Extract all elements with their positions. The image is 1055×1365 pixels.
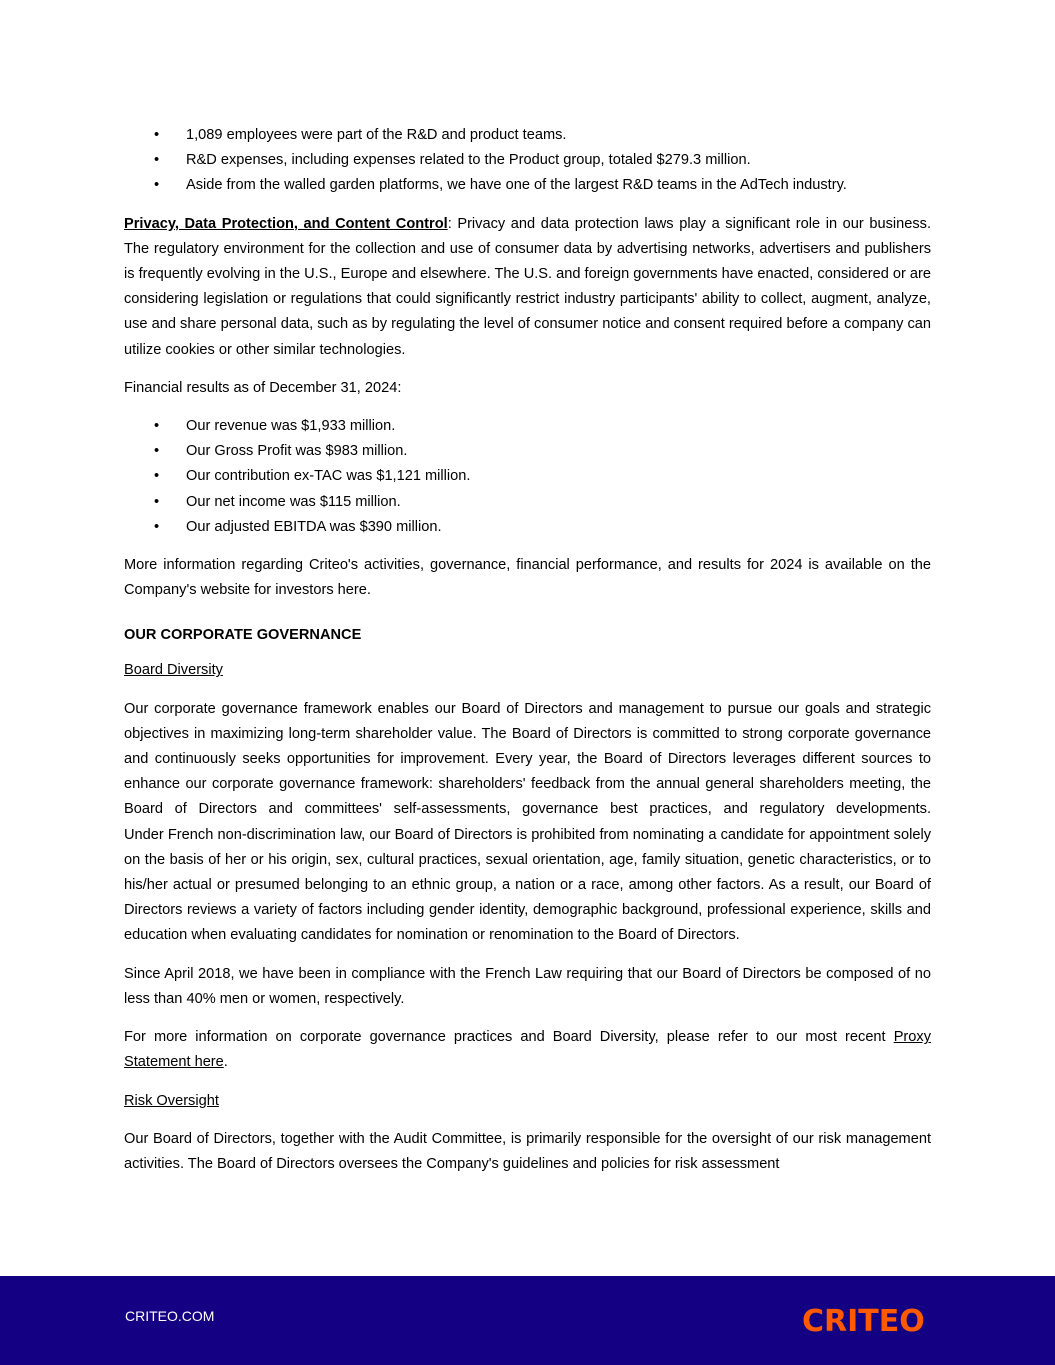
rd-bullet-list [124, 123, 931, 199]
privacy-heading: Privacy, Data Protection, and Content Control [124, 215, 448, 232]
list-item: • Our adjusted EBITDA was $390 million. [124, 515, 931, 540]
footer [0, 1276, 1055, 1365]
governance-paragraph: Our corporate governance framework enables our Board of Directors and management to pursue our goals and strategic objectives in maximizing long-term shareholder value. The Board of Directors is committed to strong corporate governance and continuously seeks opportunities for improvement. Every year, the Board of Directors leverages different sources to enhance our corporate governance framework: shareholders' feedback from the annual general shareholders meeting, the Board of Directors and committees' self-assessments, governance best practices, and regulatory developments. [124, 700, 931, 818]
proxy-paragraph [124, 1025, 931, 1075]
non-discrimination-paragraph: Under French non-discrimination law, our Board of Directors is prohibited from nominating a candidate for appointment solely on the basis of her or his origin, sex, cultural practices, sexual orientation, age, family situation, genetic characteristics, or to his/her actual or presumed belonging to an ethnic group, a nation or a race, among other factors. As a result, our Board of Directors reviews a variety of factors including gender identity, demographic background, professional experience, skills and education when evaluating candidates for nomination or renomination to the Board of Directors. [124, 826, 931, 944]
more-info-paragraph: More information regarding Criteo's activities, governance, financial performance, and results for 2024 is available on the Company's website for investors here. [124, 557, 931, 599]
board-diversity-heading: Board Diversity [124, 662, 223, 679]
list-item: • Our revenue was $1,933 million. [124, 414, 931, 439]
footer-url[interactable]: CRITEO.COM [125, 1308, 215, 1324]
compliance-paragraph: Since April 2018, we have been in compliance with the French Law requiring that our Board of Directors be composed of no less than 40% men or women, respectively. [124, 965, 931, 1007]
criteo-logo: CRITEO [802, 1304, 925, 1339]
financial-bullet-list [124, 414, 931, 540]
proxy-text: For more information on corporate governance practices and Board Diversity, please refer to our most recent [124, 1029, 894, 1046]
privacy-paragraph [124, 212, 931, 363]
document-body [124, 123, 931, 1190]
list-item: • Our contribution ex-TAC was $1,121 million. [124, 464, 931, 489]
section-title: OUR CORPORATE GOVERNANCE [124, 627, 362, 644]
list-item: • Aside from the walled garden platforms, we have one of the largest R&D teams in the AdTech industry. [124, 173, 931, 198]
proxy-statement-link[interactable]: Proxy Statement here [124, 1029, 931, 1071]
financial-intro: Financial results as of December 31, 2024: [124, 379, 402, 396]
list-item: • R&D expenses, including expenses related to the Product group, totaled $279.3 million. [124, 148, 931, 173]
proxy-end: . [223, 1054, 228, 1071]
privacy-text: : Privacy and data protection laws play a significant role in our business. The regulatory environment for the collection and use of consumer data by advertising networks, advertisers and publishers is frequently evolving in the U.S., Europe and elsewhere. The U.S. and foreign governments have enacted, considered or are considering legislation or regulations that could significantly restrict industry participants' ability to collect, augment, analyze, use and share personal data, such as by regulating the level of consumer notice and consent required before a company can utilize cookies or other similar technologies. [124, 215, 932, 358]
list-item: • 1,089 employees were part of the R&D and product teams. [124, 123, 931, 148]
list-item: • Our net income was $115 million. [124, 490, 931, 515]
list-item: • Our Gross Profit was $983 million. [124, 439, 931, 464]
risk-oversight-heading: Risk Oversight [124, 1092, 219, 1109]
risk-paragraph: Our Board of Directors, together with the Audit Committee, is primarily responsible for the oversight of our risk management activities. The Board of Directors oversees the Company's guidelines and policies for risk assessment [124, 1130, 931, 1172]
